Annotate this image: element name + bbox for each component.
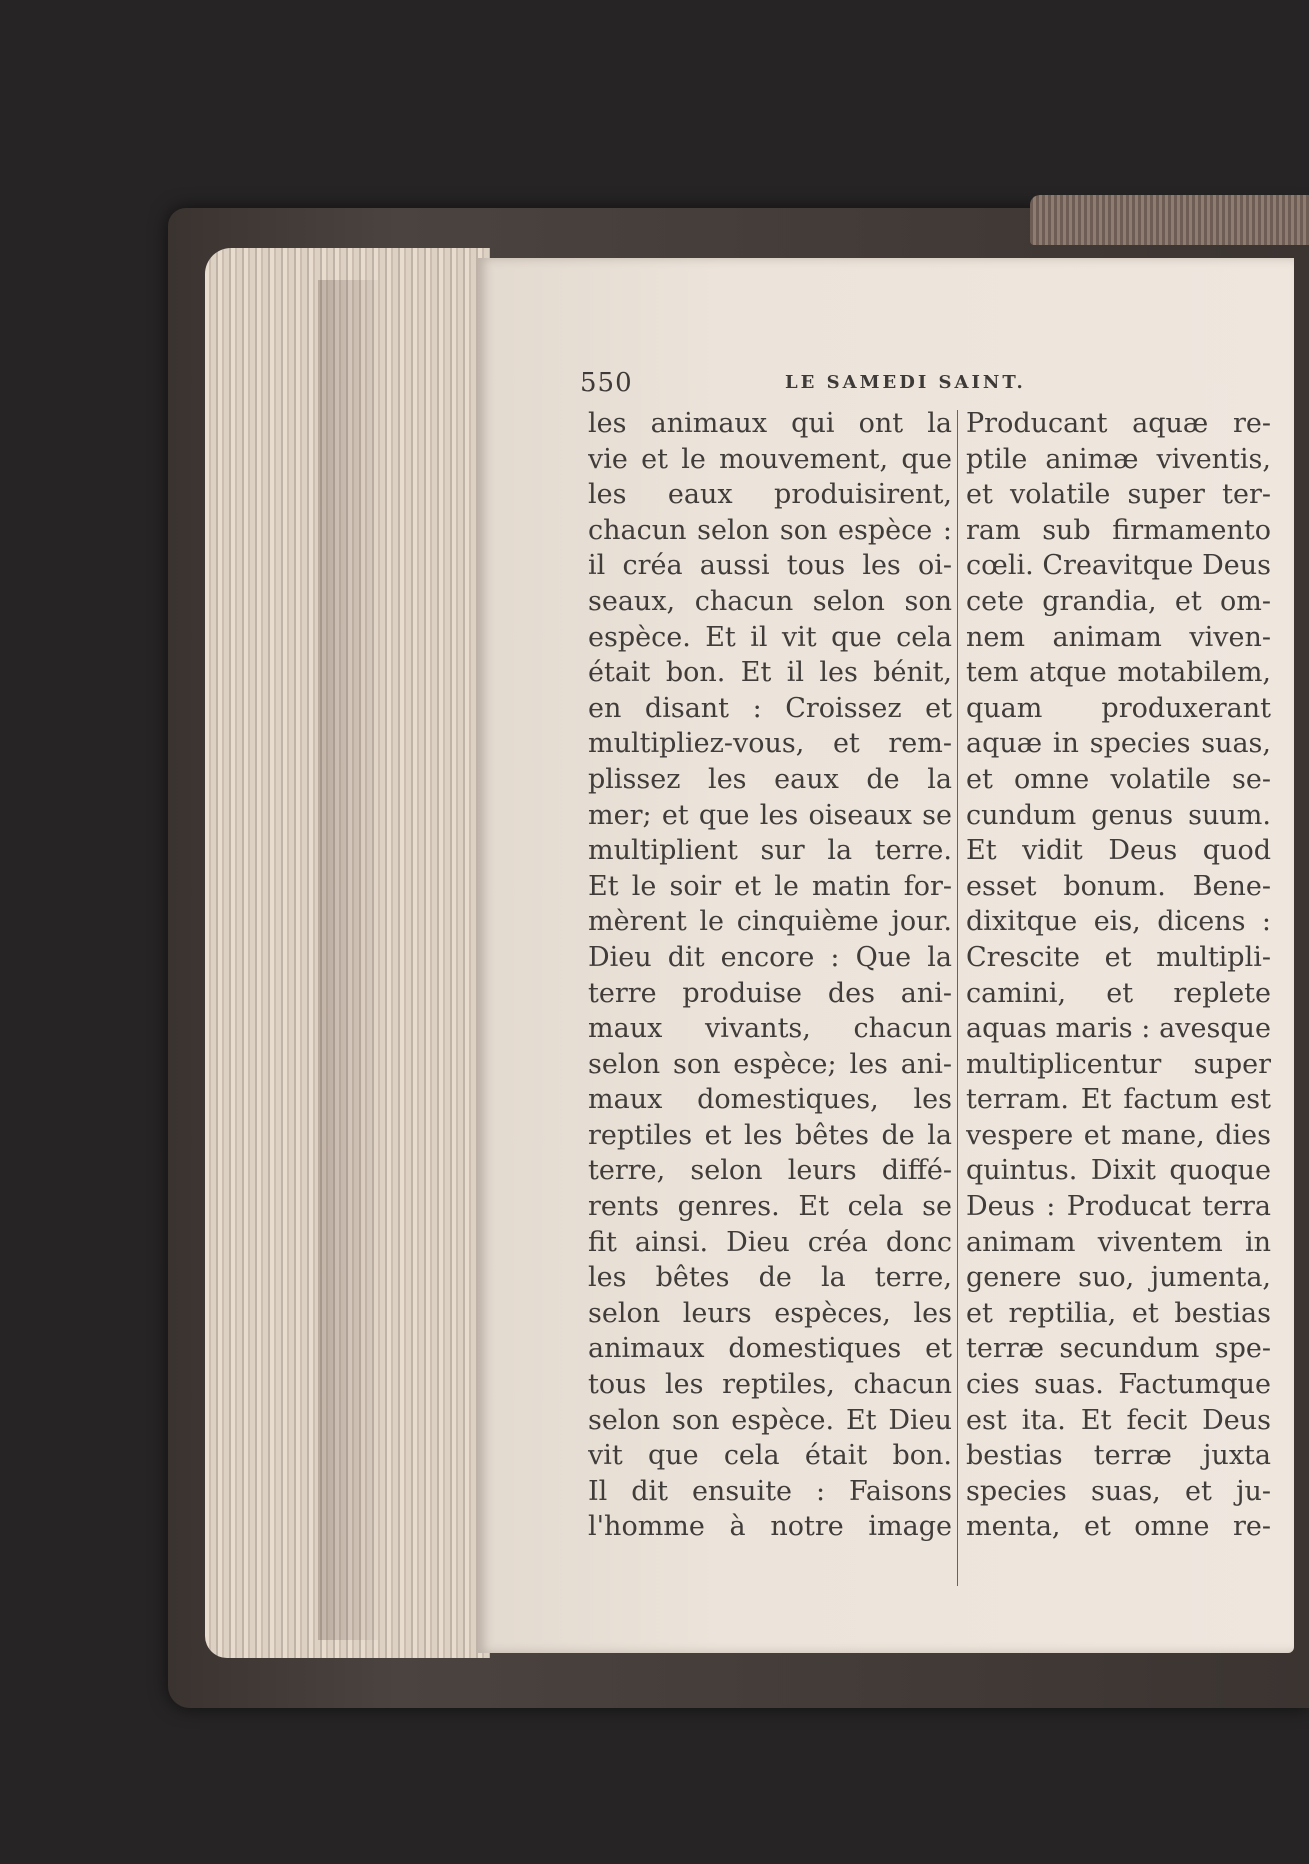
text-line: tem atque motabilem, (966, 657, 1271, 689)
text-line: cies suas. Factumque (966, 1369, 1271, 1401)
text-line: est ita. Et fecit Deus (966, 1404, 1271, 1436)
text-line: était bon. Et il les bénit, (588, 657, 952, 689)
text-line: multipliez-vous, et rem- (588, 728, 952, 760)
column-divider (957, 410, 958, 1586)
text-line: ptile animæ viventis, (966, 443, 1271, 475)
text-line: dixitque eis, dicens : (966, 906, 1271, 938)
text-line: Et le soir et le matin for- (588, 870, 952, 902)
text-line: nem animam viven- (966, 621, 1271, 653)
page-number: 550 (580, 368, 633, 398)
text-line: genere suo, jumenta, (966, 1262, 1271, 1294)
page-edges-shadow (318, 280, 378, 1640)
text-line: aquæ in species suas, (966, 728, 1271, 760)
text-line: multiplient sur la terre. (588, 835, 952, 867)
text-line: vie et le mouvement, que (588, 443, 952, 475)
text-line: plissez les eaux de la (588, 763, 952, 795)
text-line: aquas maris : avesque (966, 1013, 1271, 1045)
text-line: Dieu dit encore : Que la (588, 941, 952, 973)
text-line: vespere et mane, dies (966, 1119, 1271, 1151)
text-line: reptiles et les bêtes de la (588, 1119, 952, 1151)
text-line: les eaux produisirent, (588, 479, 952, 511)
text-line: terræ secundum spe- (966, 1333, 1271, 1365)
text-line: terre, selon leurs diffé- (588, 1155, 952, 1187)
text-line: et volatile super ter- (966, 479, 1271, 511)
text-line: cete grandia, et om- (966, 585, 1271, 617)
running-title: LE SAMEDI SAINT. (785, 372, 1026, 393)
text-line: et reptilia, et bestias (966, 1297, 1271, 1329)
text-line: vit que cela était bon. (588, 1440, 952, 1472)
text-line: seaux, chacun selon son (588, 585, 952, 617)
text-line: selon leurs espèces, les (588, 1297, 952, 1329)
text-line: maux domestiques, les (588, 1084, 952, 1116)
text-line: mer; et que les oiseaux se (588, 799, 952, 831)
text-line: il créa aussi tous les oi- (588, 550, 952, 582)
text-line: mèrent le cinquième jour. (588, 906, 952, 938)
text-line: tous les reptiles, chacun (588, 1369, 952, 1401)
text-line: ram sub firmamento (966, 514, 1271, 546)
text-line: bestias terræ juxta (966, 1440, 1271, 1472)
text-line: cundum genus suum. (966, 799, 1271, 831)
text-line: Producant aquæ re- (966, 408, 1271, 439)
text-line: maux vivants, chacun (588, 1013, 952, 1045)
text-line: quintus. Dixit quoque (966, 1155, 1271, 1187)
text-line: selon son espèce. Et Dieu (588, 1404, 952, 1436)
text-line: Deus : Producat terra (966, 1191, 1271, 1223)
text-line: en disant : Croissez et (588, 692, 952, 724)
text-line: rents genres. Et cela se (588, 1191, 952, 1223)
text-line: menta, et omne re- (966, 1511, 1271, 1543)
text-line: Il dit ensuite : Faisons (588, 1475, 952, 1507)
text-line: selon son espèce; les ani- (588, 1048, 952, 1080)
running-head (580, 368, 1040, 400)
text-line: cœli. Creavitque Deus (966, 550, 1271, 582)
text-line: l'homme à notre image (588, 1511, 952, 1543)
book-headband (1030, 195, 1309, 245)
text-line: Crescite et multipli- (966, 941, 1271, 973)
french-text-column (588, 406, 952, 1545)
latin-text-column (966, 406, 1271, 1545)
text-line: multiplicentur super (966, 1048, 1271, 1080)
text-line: animaux domestiques et (588, 1333, 952, 1365)
text-line: animam viventem in (966, 1226, 1271, 1258)
text-line: camini, et replete (966, 977, 1271, 1009)
text-line: espèce. Et il vit que cela (588, 621, 952, 653)
text-line: terram. Et factum est (966, 1084, 1271, 1116)
text-line: chacun selon son espèce : (588, 514, 952, 546)
text-line: les animaux qui ont la (588, 408, 952, 439)
text-line: esset bonum. Bene- (966, 870, 1271, 902)
text-line: et omne volatile se- (966, 763, 1271, 795)
text-line: species suas, et ju- (966, 1475, 1271, 1507)
text-line: fit ainsi. Dieu créa donc (588, 1226, 952, 1258)
text-line: terre produise des ani- (588, 977, 952, 1009)
text-line: Et vidit Deus quod (966, 835, 1271, 867)
text-line: quam produxerant (966, 692, 1271, 724)
text-line: les bêtes de la terre, (588, 1262, 952, 1294)
